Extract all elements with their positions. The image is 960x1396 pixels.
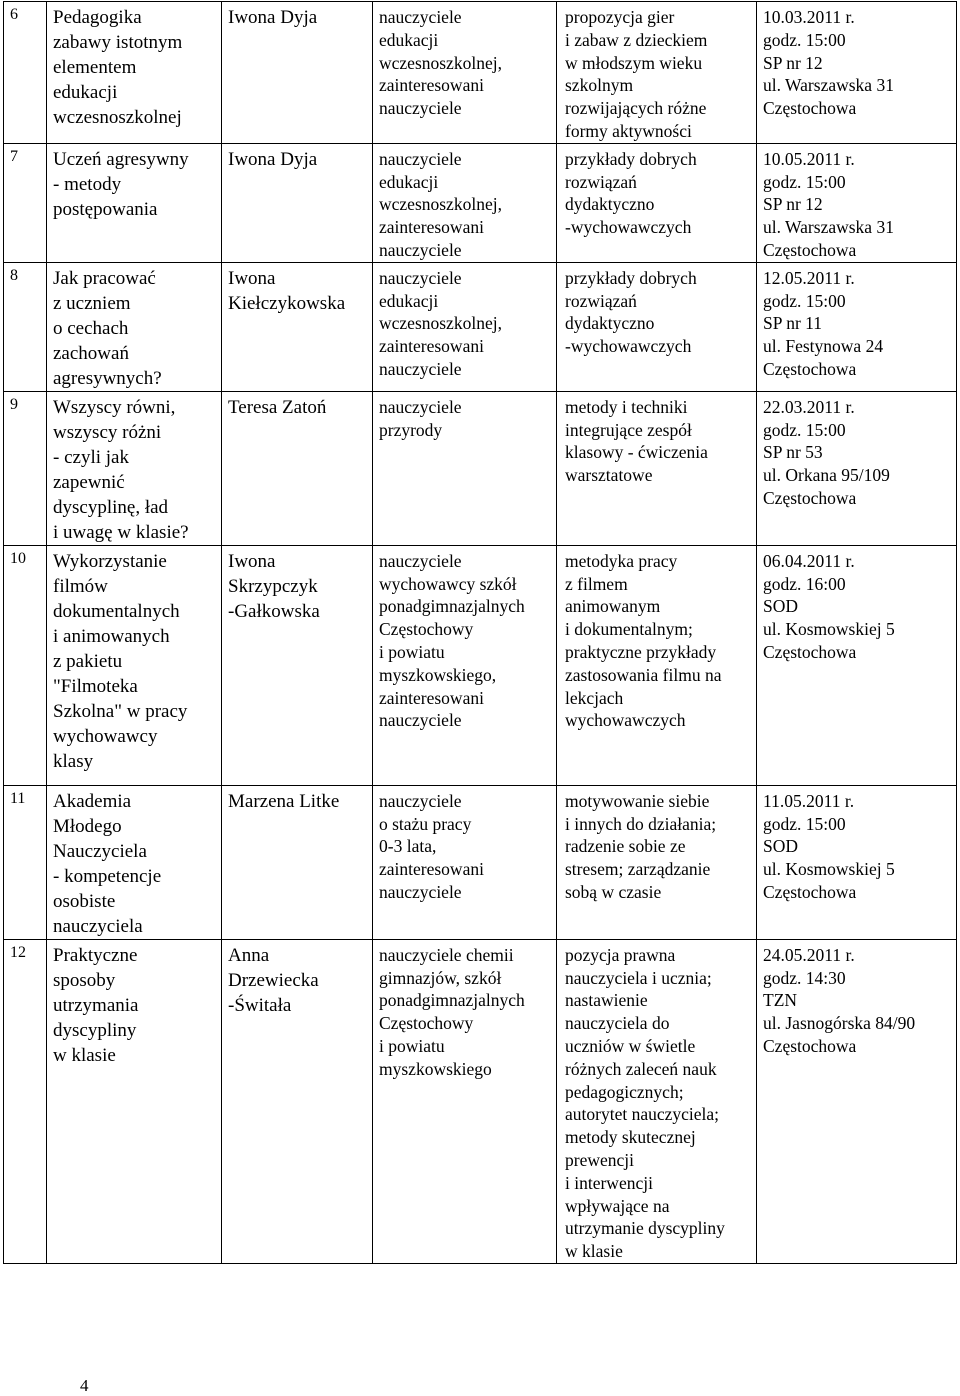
program-line: i innych do działania; xyxy=(565,813,717,834)
date-place-line: godz. 16:00 xyxy=(763,573,846,594)
row-number: 7 xyxy=(4,143,47,262)
date-place-line: godz. 15:00 xyxy=(763,171,846,192)
table-row xyxy=(4,785,957,939)
topic-line: Akademia xyxy=(53,790,132,812)
date-place-line: SP nr 11 xyxy=(763,313,822,334)
audience-line: nauczyciele xyxy=(379,239,462,260)
date-place-line: 24.05.2011 r. xyxy=(763,944,855,965)
row-number: 8 xyxy=(4,262,47,391)
leader-line: -Świtała xyxy=(228,994,292,1016)
leader-cell xyxy=(222,545,373,785)
row-number: 9 xyxy=(4,391,47,545)
program-line: metody skutecznej xyxy=(565,1127,696,1148)
table-row xyxy=(4,2,957,144)
audience-line: nauczyciele xyxy=(379,358,462,379)
date-place-line: 11.05.2011 r. xyxy=(763,790,855,811)
audience-line: i powiatu xyxy=(379,641,445,662)
date-place-line: ul. Warszawska 31 xyxy=(763,75,894,96)
program-line: utrzymanie dyscypliny xyxy=(565,1218,725,1239)
date-place-line: Częstochowa xyxy=(763,487,857,508)
leader-line: Iwona Dyja xyxy=(228,7,318,28)
table-row xyxy=(4,545,957,785)
program-line: szkolnym xyxy=(565,75,634,96)
audience-line: gimnazjów, szkół xyxy=(379,967,502,988)
table-row xyxy=(4,391,957,545)
date-place-line: SP nr 12 xyxy=(763,194,823,215)
program-cell xyxy=(557,785,757,939)
program-line: wpływające na xyxy=(565,1195,670,1216)
program-line: formy aktywności xyxy=(565,120,692,141)
program-line: dydaktyczno xyxy=(565,194,655,215)
program-line: metodyka pracy xyxy=(565,550,678,571)
audience-line: nauczyciele xyxy=(379,98,462,119)
date-place-line: 10.03.2011 r. xyxy=(763,7,855,27)
date-place-cell xyxy=(757,2,957,144)
topic-line: - czyli jak xyxy=(53,446,129,468)
program-line: metody i techniki xyxy=(565,396,688,417)
audience-line: nauczyciele xyxy=(379,148,462,169)
audience-line: zainteresowani xyxy=(379,336,484,357)
date-place-line: godz. 15:00 xyxy=(763,419,846,440)
date-place-line: 22.03.2011 r. xyxy=(763,396,855,417)
program-line: lekcjach xyxy=(565,687,624,708)
topic-line: Praktyczne xyxy=(53,944,138,966)
date-place-line: ul. Kosmowskiej 5 xyxy=(763,859,895,880)
program-line: klasowy - ćwiczenia xyxy=(565,442,708,463)
topic-cell xyxy=(47,143,222,262)
date-place-line: TZN xyxy=(763,990,798,1011)
topic-line: Wszyscy równi, xyxy=(53,396,176,418)
audience-line: zainteresowani xyxy=(379,75,484,96)
program-line: różnych zaleceń nauk xyxy=(565,1058,717,1079)
audience-line: Częstochowy xyxy=(379,1013,474,1034)
date-place-line: godz. 14:30 xyxy=(763,967,846,988)
date-place-line: Częstochowa xyxy=(763,881,857,902)
leader-line: Iwona Dyja xyxy=(228,148,318,170)
topic-line: klasy xyxy=(53,750,94,772)
topic-line: edukacji xyxy=(53,82,118,103)
date-place-cell xyxy=(757,143,957,262)
row-number: 12 xyxy=(4,939,47,1263)
program-line: -wychowawczych xyxy=(565,217,692,238)
topic-cell xyxy=(47,2,222,144)
program-line: autorytet nauczyciela; xyxy=(565,1104,720,1125)
topic-line: Pedagogika xyxy=(53,7,142,28)
program-line: przykłady dobrych xyxy=(565,148,697,169)
leader-cell xyxy=(222,939,373,1263)
topic-line: - kompetencje xyxy=(53,865,162,887)
program-line: i zabaw z dzieckiem xyxy=(565,29,708,50)
topic-cell xyxy=(47,939,222,1263)
program-line: sobą w czasie xyxy=(565,881,662,902)
program-cell xyxy=(557,262,757,391)
program-line: wychowawczych xyxy=(565,710,686,731)
topic-line: postępowania xyxy=(53,198,158,220)
topic-line: zachowań xyxy=(53,342,129,364)
topic-line: z uczniem xyxy=(53,292,131,314)
topic-line: agresywnych? xyxy=(53,367,162,389)
audience-line: Częstochowy xyxy=(379,619,474,640)
audience-line: nauczyciele xyxy=(379,7,462,27)
topic-line: zabawy istotnym xyxy=(53,32,183,53)
audience-line: przyrody xyxy=(379,419,443,440)
program-line: zastosowania filmu na xyxy=(565,664,722,685)
program-line: integrujące zespół xyxy=(565,419,692,440)
audience-line: wczesnoszkolnej, xyxy=(379,313,502,334)
date-place-cell xyxy=(757,939,957,1263)
topic-line: dyscypliny xyxy=(53,1019,137,1041)
topic-line: wczesnoszkolnej xyxy=(53,107,182,128)
topic-cell xyxy=(47,262,222,391)
program-cell xyxy=(557,2,757,144)
audience-cell xyxy=(373,2,557,144)
program-line: animowanym xyxy=(565,596,661,617)
leader-line: Drzewiecka xyxy=(228,969,319,991)
date-place-line: SP nr 12 xyxy=(763,52,823,73)
topic-line: elementem xyxy=(53,57,137,78)
topic-line: Nauczyciela xyxy=(53,840,147,862)
topic-line: wszyscy różni xyxy=(53,421,162,443)
topic-line: - metody xyxy=(53,173,122,195)
audience-line: ponadgimnazjalnych xyxy=(379,990,525,1011)
audience-line: o stażu pracy xyxy=(379,813,472,834)
program-line: praktyczne przykłady xyxy=(565,641,717,662)
date-place-line: SOD xyxy=(763,836,799,857)
topic-line: dyscyplinę, ład xyxy=(53,496,169,518)
row-number: 10 xyxy=(4,545,47,785)
table-row xyxy=(4,262,957,391)
audience-line: ponadgimnazjalnych xyxy=(379,596,525,617)
program-cell xyxy=(557,391,757,545)
audience-line: 0-3 lata, xyxy=(379,836,437,857)
audience-line: wczesnoszkolnej, xyxy=(379,52,502,73)
date-place-line: Częstochowa xyxy=(763,641,857,662)
leader-cell xyxy=(222,785,373,939)
program-line: stresem; zarządzanie xyxy=(565,859,711,880)
date-place-line: 10.05.2011 r. xyxy=(763,148,855,169)
date-place-line: Częstochowa xyxy=(763,1035,857,1056)
date-place-line: SOD xyxy=(763,596,799,617)
date-place-cell xyxy=(757,262,957,391)
audience-line: wychowawcy szkół xyxy=(379,573,517,594)
audience-line: edukacji xyxy=(379,171,439,192)
leader-line: -Gałkowska xyxy=(228,600,320,622)
program-line: w klasie xyxy=(565,1241,623,1262)
audience-line: edukacji xyxy=(379,29,439,50)
audience-cell xyxy=(373,262,557,391)
program-line: z filmem xyxy=(565,573,628,594)
program-line: nauczyciela i ucznia; xyxy=(565,967,712,988)
audience-line: nauczyciele xyxy=(379,550,462,571)
program-line: przykłady dobrych xyxy=(565,267,697,288)
date-place-line: Częstochowa xyxy=(763,358,857,379)
page-number: 4 xyxy=(80,1376,89,1395)
leader-line: Iwona xyxy=(228,267,276,289)
topic-line: Wykorzystanie xyxy=(53,550,167,572)
audience-line: wczesnoszkolnej, xyxy=(379,194,502,215)
audience-cell xyxy=(373,785,557,939)
program-line: i dokumentalnym; xyxy=(565,619,693,640)
program-cell xyxy=(557,545,757,785)
audience-line: myszkowskiego, xyxy=(379,664,497,685)
date-place-line: ul. Festynowa 24 xyxy=(763,336,884,357)
topic-line: "Filmoteka xyxy=(53,675,138,697)
topic-line: filmów xyxy=(53,575,108,597)
topic-line: i animowanych xyxy=(53,625,170,647)
topic-line: sposoby xyxy=(53,969,116,991)
topic-line: Młodego xyxy=(53,815,122,837)
topic-line: osobiste xyxy=(53,890,116,912)
date-place-cell xyxy=(757,545,957,785)
row-number: 6 xyxy=(4,2,47,144)
program-line: motywowanie siebie xyxy=(565,790,710,811)
date-place-line: godz. 15:00 xyxy=(763,290,846,311)
row-number: 11 xyxy=(4,785,47,939)
leader-line: Skrzypczyk xyxy=(228,575,318,597)
topic-line: wychowawcy xyxy=(53,725,158,747)
date-place-line: godz. 15:00 xyxy=(763,29,846,50)
date-place-line: 12.05.2011 r. xyxy=(763,267,855,288)
date-place-line: Częstochowa xyxy=(763,98,857,119)
topic-line: dokumentalnych xyxy=(53,600,180,622)
date-place-cell xyxy=(757,391,957,545)
table-row xyxy=(4,143,957,262)
program-line: pedagogicznych; xyxy=(565,1081,684,1102)
audience-cell xyxy=(373,391,557,545)
topic-cell xyxy=(47,545,222,785)
audience-line: zainteresowani xyxy=(379,217,484,238)
topic-cell xyxy=(47,391,222,545)
audience-cell xyxy=(373,545,557,785)
audience-line: zainteresowani xyxy=(379,687,484,708)
audience-line: nauczyciele xyxy=(379,710,462,731)
program-line: nauczyciela do xyxy=(565,1013,670,1034)
program-line: rozwiązań xyxy=(565,290,637,311)
leader-line: Anna xyxy=(228,944,270,966)
program-line: propozycja gier xyxy=(565,7,675,27)
audience-line: nauczyciele xyxy=(379,790,462,811)
program-line: w młodszym wieku xyxy=(565,52,703,73)
date-place-line: ul. Jasnogórska 84/90 xyxy=(763,1013,916,1034)
date-place-cell xyxy=(757,785,957,939)
leader-cell xyxy=(222,143,373,262)
program-cell xyxy=(557,143,757,262)
topic-line: Jak pracować xyxy=(53,267,156,289)
audience-line: nauczyciele chemii xyxy=(379,944,514,965)
topic-line: o cechach xyxy=(53,317,129,339)
program-line: uczniów w świetle xyxy=(565,1035,696,1056)
program-line: -wychowawczych xyxy=(565,336,692,357)
topic-line: zapewnić xyxy=(53,471,125,493)
audience-line: myszkowskiego xyxy=(379,1058,492,1079)
program-cell xyxy=(557,939,757,1263)
leader-line: Iwona xyxy=(228,550,276,572)
date-place-line: SP nr 53 xyxy=(763,442,823,463)
audience-line: nauczyciele xyxy=(379,396,462,417)
program-line: radzenie sobie ze xyxy=(565,836,686,857)
topic-cell xyxy=(47,785,222,939)
leader-cell xyxy=(222,262,373,391)
topic-line: z pakietu xyxy=(53,650,123,672)
audience-cell xyxy=(373,143,557,262)
leader-line: Marzena Litke xyxy=(228,790,340,812)
table-row xyxy=(4,939,957,1263)
program-line: i interwencji xyxy=(565,1172,653,1193)
topic-line: utrzymania xyxy=(53,994,139,1016)
program-line: rozwiązań xyxy=(565,171,637,192)
audience-line: edukacji xyxy=(379,290,439,311)
training-schedule-table xyxy=(3,1,957,1264)
topic-line: w klasie xyxy=(53,1044,116,1066)
leader-cell xyxy=(222,391,373,545)
program-line: pozycja prawna xyxy=(565,944,676,965)
leader-cell xyxy=(222,2,373,144)
topic-line: Szkolna" w pracy xyxy=(53,700,188,722)
date-place-line: ul. Warszawska 31 xyxy=(763,217,894,238)
audience-cell xyxy=(373,939,557,1263)
date-place-line: Częstochowa xyxy=(763,239,857,260)
date-place-line: ul. Orkana 95/109 xyxy=(763,465,890,486)
program-line: warsztatowe xyxy=(565,465,653,486)
topic-line: nauczyciela xyxy=(53,915,143,937)
date-place-line: ul. Kosmowskiej 5 xyxy=(763,619,895,640)
date-place-line: godz. 15:00 xyxy=(763,813,846,834)
topic-line: Uczeń agresywny xyxy=(53,148,189,170)
audience-line: zainteresowani xyxy=(379,859,484,880)
program-line: prewencji xyxy=(565,1149,634,1170)
topic-line: i uwagę w klasie? xyxy=(53,521,189,543)
program-line: rozwijających różne xyxy=(565,98,707,119)
program-line: dydaktyczno xyxy=(565,313,655,334)
leader-line: Kiełczykowska xyxy=(228,292,346,314)
audience-line: nauczyciele xyxy=(379,881,462,902)
program-line: nastawienie xyxy=(565,990,648,1011)
leader-line: Teresa Zatoń xyxy=(228,396,327,418)
audience-line: nauczyciele xyxy=(379,267,462,288)
date-place-line: 06.04.2011 r. xyxy=(763,550,855,571)
audience-line: i powiatu xyxy=(379,1035,445,1056)
